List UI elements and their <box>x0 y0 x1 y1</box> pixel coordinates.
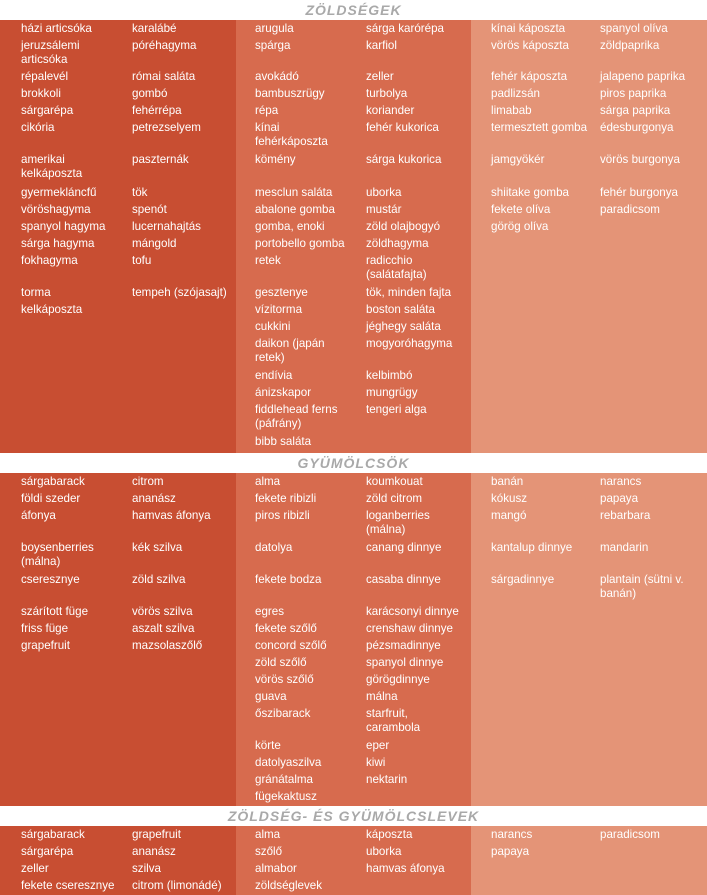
section-table <box>0 20 707 453</box>
produce-item: plantain (sütni v. banán) <box>600 573 684 600</box>
produce-item: görög olíva <box>491 220 549 233</box>
produce-item: spárga <box>255 39 291 52</box>
section-header: GYÜMÖLCSÖK <box>0 453 707 474</box>
produce-item: kantalup dinnye <box>491 541 573 554</box>
produce-item: fiddlehead ferns (páfrány) <box>255 403 338 430</box>
produce-item: répa <box>255 104 279 117</box>
produce-item: zeller <box>21 862 49 875</box>
produce-item: grapefruit <box>21 639 70 652</box>
produce-item: bibb saláta <box>255 435 312 448</box>
produce-item: paradicsom <box>600 203 660 216</box>
produce-item: mustár <box>366 203 402 216</box>
produce-item: piros paprika <box>600 87 667 100</box>
produce-item: banán <box>491 475 524 488</box>
produce-item: datolyaszilva <box>255 756 322 769</box>
produce-item: guava <box>255 690 287 703</box>
produce-item: gombó <box>132 87 168 100</box>
produce-item: lucernahajtás <box>132 220 201 233</box>
produce-item: karfiol <box>366 39 397 52</box>
produce-item: spanyol olíva <box>600 22 668 35</box>
produce-item: zeller <box>366 70 394 83</box>
produce-item: brokkoli <box>21 87 61 100</box>
section-header: ZÖLDSÉGEK <box>0 0 707 21</box>
produce-item: sárga paprika <box>600 104 671 117</box>
produce-item: amerikai kelkáposzta <box>21 153 83 180</box>
produce-item: fehér kukorica <box>366 121 439 134</box>
produce-item: zöld olajbogyó <box>366 220 441 233</box>
produce-item: házi articsóka <box>21 22 92 35</box>
produce-item: papaya <box>600 492 639 505</box>
produce-item: turbolya <box>366 87 408 100</box>
produce-item: görögdinnye <box>366 673 430 686</box>
produce-item: friss füge <box>21 622 69 635</box>
produce-item: loganberries (málna) <box>366 509 430 536</box>
produce-item: eper <box>366 739 390 752</box>
produce-item: karalábé <box>132 22 177 35</box>
produce-item: avokádó <box>255 70 299 83</box>
produce-item: citrom (limonádé) <box>132 879 222 892</box>
produce-item: édesburgonya <box>600 121 674 134</box>
produce-item: áfonya <box>21 509 56 522</box>
produce-item: tofu <box>132 254 152 267</box>
produce-item: fehér káposzta <box>491 70 568 83</box>
produce-item: pézsmadinnye <box>366 639 441 652</box>
produce-item: szőlő <box>255 845 283 858</box>
produce-item: boysenberries (málna) <box>21 541 94 568</box>
produce-item: vízitorma <box>255 303 303 316</box>
produce-item: narancs <box>600 475 642 488</box>
section-table <box>0 473 707 806</box>
produce-item: boston saláta <box>366 303 435 316</box>
produce-item: koumkouat <box>366 475 423 488</box>
produce-item: gránátalma <box>255 773 314 786</box>
produce-item: tempeh (szójasajt) <box>132 286 227 299</box>
produce-item: arugula <box>255 22 294 35</box>
produce-item: nektarin <box>366 773 408 786</box>
produce-item: uborka <box>366 845 402 858</box>
produce-item: mazsolaszőlő <box>132 639 203 652</box>
produce-item: alma <box>255 475 281 488</box>
produce-item: földi szeder <box>21 492 81 505</box>
produce-item: papaya <box>491 845 530 858</box>
produce-item: káposzta <box>366 828 413 841</box>
produce-item: gesztenye <box>255 286 308 299</box>
produce-item: radicchio (salátafajta) <box>366 254 427 281</box>
produce-item: cikória <box>21 121 55 134</box>
produce-item: fekete bodza <box>255 573 322 586</box>
produce-item: kínai káposzta <box>491 22 566 35</box>
produce-item: római saláta <box>132 70 196 83</box>
produce-item: mogyoróhagyma <box>366 337 453 350</box>
produce-item: kék szilva <box>132 541 183 554</box>
produce-item: zöld szilva <box>132 573 186 586</box>
produce-item: termesztett gomba <box>491 121 588 134</box>
produce-item: crenshaw dinnye <box>366 622 454 635</box>
produce-item: sárgarépa <box>21 104 74 117</box>
produce-item: vöröshagyma <box>21 203 91 216</box>
produce-item: fekete ribizli <box>255 492 317 505</box>
produce-item: kínai fehérkáposzta <box>255 121 328 148</box>
produce-item: casaba dinnye <box>366 573 441 586</box>
produce-item: rebarbara <box>600 509 651 522</box>
produce-item: uborka <box>366 186 402 199</box>
produce-item: répalevél <box>21 70 69 83</box>
produce-item: ananász <box>132 845 176 858</box>
produce-item: citrom <box>132 475 164 488</box>
produce-item: tök, minden fajta <box>366 286 452 299</box>
produce-item: torma <box>21 286 51 299</box>
produce-item: ánizskapor <box>255 386 312 399</box>
produce-item: canang dinnye <box>366 541 442 554</box>
section-header: ZÖLDSÉG- ÉS GYÜMÖLCSLEVEK <box>0 806 707 827</box>
produce-item: petrezselyem <box>132 121 201 134</box>
section-table <box>0 826 707 895</box>
produce-item: szárított füge <box>21 605 89 618</box>
produce-item: paszternák <box>132 153 189 166</box>
produce-item: vörös szilva <box>132 605 193 618</box>
produce-item: zöldhagyma <box>366 237 429 250</box>
produce-item: shiitake gomba <box>491 186 569 199</box>
produce-item: szilva <box>132 862 161 875</box>
produce-item: fekete szőlő <box>255 622 317 635</box>
produce-item: tengeri alga <box>366 403 427 416</box>
produce-item: spenót <box>132 203 167 216</box>
produce-item: mángold <box>132 237 177 250</box>
produce-item: vörös szőlő <box>255 673 314 686</box>
produce-item: vörös burgonya <box>600 153 680 166</box>
produce-item: concord szőlő <box>255 639 327 652</box>
produce-item: padlizsán <box>491 87 540 100</box>
produce-item: almabor <box>255 862 297 875</box>
produce-item: mangó <box>491 509 527 522</box>
produce-item: starfruit, carambola <box>366 707 421 734</box>
produce-item: fekete cseresznye <box>21 879 115 892</box>
produce-item: piros ribizli <box>255 509 310 522</box>
produce-item: fehér burgonya <box>600 186 678 199</box>
produce-item: póréhagyma <box>132 39 197 52</box>
produce-item: kiwi <box>366 756 386 769</box>
produce-item: zöldpaprika <box>600 39 660 52</box>
produce-item: zöldséglevek <box>255 879 323 892</box>
produce-item: hamvas áfonya <box>132 509 211 522</box>
produce-item: cukkini <box>255 320 291 333</box>
produce-item: egres <box>255 605 285 618</box>
produce-item: sárgabarack <box>21 475 85 488</box>
produce-item: ananász <box>132 492 176 505</box>
produce-item: fügekaktusz <box>255 790 317 803</box>
produce-item: karácsonyi dinnye <box>366 605 459 618</box>
produce-item: alma <box>255 828 281 841</box>
produce-item: daikon (japán retek) <box>255 337 325 364</box>
produce-item: kelbimbó <box>366 369 413 382</box>
produce-item: fokhagyma <box>21 254 78 267</box>
produce-item: zöld citrom <box>366 492 423 505</box>
produce-item: mandarin <box>600 541 649 554</box>
produce-item: fekete olíva <box>491 203 551 216</box>
produce-item: narancs <box>491 828 533 841</box>
produce-item: spanyol dinnye <box>366 656 444 669</box>
produce-item: hamvas áfonya <box>366 862 445 875</box>
produce-item: aszalt szilva <box>132 622 195 635</box>
produce-item: gyermekláncfű <box>21 186 97 199</box>
produce-item: sárga karórépa <box>366 22 444 35</box>
produce-item: vörös káposzta <box>491 39 569 52</box>
produce-item: retek <box>255 254 281 267</box>
produce-item: sárgadinnye <box>491 573 555 586</box>
produce-item: őszibarack <box>255 707 311 720</box>
produce-item: fehérrépa <box>132 104 182 117</box>
produce-item: jalapeno paprika <box>600 70 686 83</box>
produce-item: portobello gomba <box>255 237 345 250</box>
produce-item: mungrügy <box>366 386 418 399</box>
produce-item: kókusz <box>491 492 528 505</box>
produce-item: datolya <box>255 541 293 554</box>
produce-item: körte <box>255 739 281 752</box>
produce-item: mesclun saláta <box>255 186 333 199</box>
produce-item: málna <box>366 690 398 703</box>
produce-item: koriander <box>366 104 415 117</box>
produce-item: jeruzsálemi articsóka <box>21 39 80 66</box>
produce-item: endívia <box>255 369 293 382</box>
column-band <box>471 20 707 453</box>
produce-item: grapefruit <box>132 828 181 841</box>
produce-item: cseresznye <box>21 573 80 586</box>
produce-item: paradicsom <box>600 828 660 841</box>
produce-item: kömény <box>255 153 296 166</box>
produce-item: sárga kukorica <box>366 153 442 166</box>
produce-item: jéghegy saláta <box>366 320 441 333</box>
produce-item: spanyol hagyma <box>21 220 106 233</box>
produce-item: sárga hagyma <box>21 237 95 250</box>
produce-item: jamgyökér <box>491 153 545 166</box>
produce-item: abalone gomba <box>255 203 335 216</box>
produce-item: zöld szőlő <box>255 656 307 669</box>
produce-item: limabab <box>491 104 532 117</box>
produce-item: sárgabarack <box>21 828 85 841</box>
produce-item: tök <box>132 186 148 199</box>
produce-item: kelkáposzta <box>21 303 83 316</box>
produce-item: gomba, enoki <box>255 220 325 233</box>
produce-item: sárgarépa <box>21 845 74 858</box>
produce-item: bambuszrügy <box>255 87 325 100</box>
